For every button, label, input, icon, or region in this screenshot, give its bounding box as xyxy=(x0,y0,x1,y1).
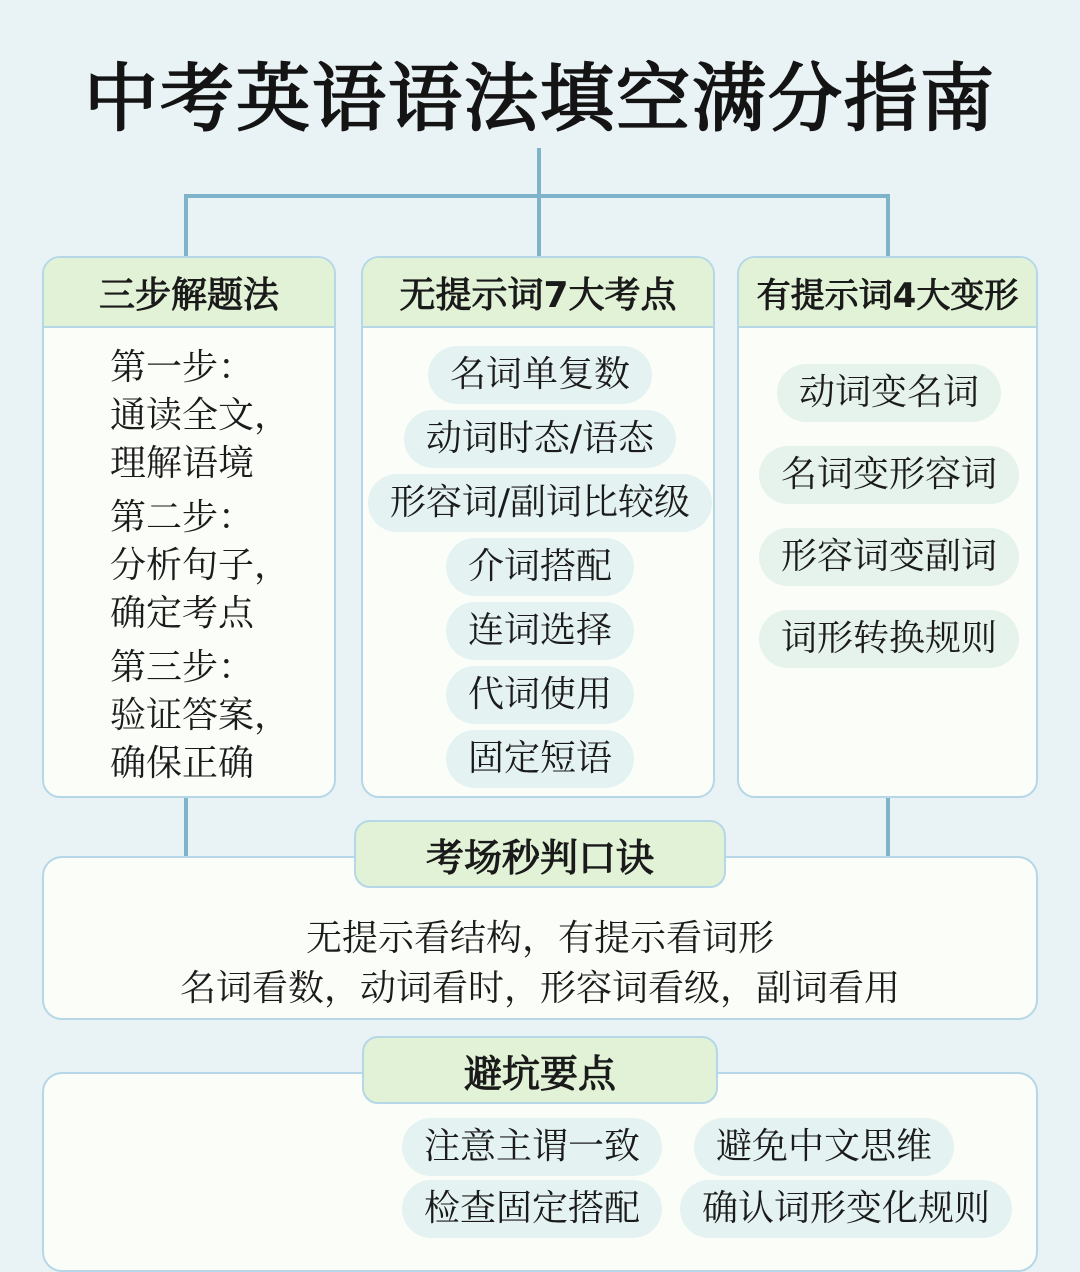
connector-left-drop xyxy=(184,194,188,256)
step-text: 理解语境 xyxy=(110,443,255,484)
point-pill: 动词时态/语态 xyxy=(404,410,676,468)
transformation-pill: 名词变形容词 xyxy=(759,446,1019,504)
pitfalls-heading: 避坑要点 xyxy=(362,1036,718,1104)
step-label: 第二步： xyxy=(110,497,255,538)
step-list xyxy=(110,344,290,794)
step-text: 确定考点 xyxy=(110,593,255,634)
mnemonic-line: 名词看数，动词看时，形容词看级，副词看用 xyxy=(179,968,900,1009)
seven-points-heading: 无提示词7大考点 xyxy=(363,258,713,328)
step-2 xyxy=(110,494,290,638)
seven-points-card xyxy=(361,256,715,798)
point-pill: 代词使用 xyxy=(446,666,634,724)
step-text: 确保正确 xyxy=(110,743,255,784)
mnemonic-heading: 考场秒判口诀 xyxy=(354,820,726,888)
step-text: 通读全文， xyxy=(110,395,291,436)
point-pill: 名词单复数 xyxy=(428,346,652,404)
point-pill: 形容词/副词比较级 xyxy=(368,474,712,532)
step-1 xyxy=(110,344,290,488)
connector-middle-drop xyxy=(537,194,541,256)
connector-right-bottom xyxy=(886,796,890,856)
connector-right-drop xyxy=(886,194,890,256)
four-transformations-heading: 有提示词4大变形 xyxy=(739,258,1036,328)
step-text: 验证答案， xyxy=(110,695,291,736)
step-text: 分析句子， xyxy=(110,545,291,586)
pitfall-pill: 注意主谓一致 xyxy=(402,1118,662,1176)
mnemonic-line: 无提示看结构，有提示看词形 xyxy=(305,918,774,959)
page-title: 中考英语语法填空满分指南 xyxy=(84,56,996,142)
step-3 xyxy=(110,644,290,788)
transformation-pill: 形容词变副词 xyxy=(759,528,1019,586)
step-label: 第三步： xyxy=(110,647,255,688)
point-pill: 介词搭配 xyxy=(446,538,634,596)
pitfall-pill: 确认词形变化规则 xyxy=(680,1180,1012,1238)
pitfall-pill: 避免中文思维 xyxy=(694,1118,954,1176)
step-label: 第一步： xyxy=(110,347,255,388)
point-pill: 固定短语 xyxy=(446,730,634,788)
four-transformations-card xyxy=(737,256,1038,798)
point-pill: 连词选择 xyxy=(446,602,634,660)
connector-trunk xyxy=(537,148,541,196)
three-step-heading: 三步解题法 xyxy=(44,258,334,328)
pitfall-pill: 检查固定搭配 xyxy=(402,1180,662,1238)
three-step-card xyxy=(42,256,336,798)
connector-left-bottom xyxy=(184,796,188,856)
transformation-pill: 动词变名词 xyxy=(777,364,1001,422)
transformation-pill: 词形转换规则 xyxy=(759,610,1019,668)
